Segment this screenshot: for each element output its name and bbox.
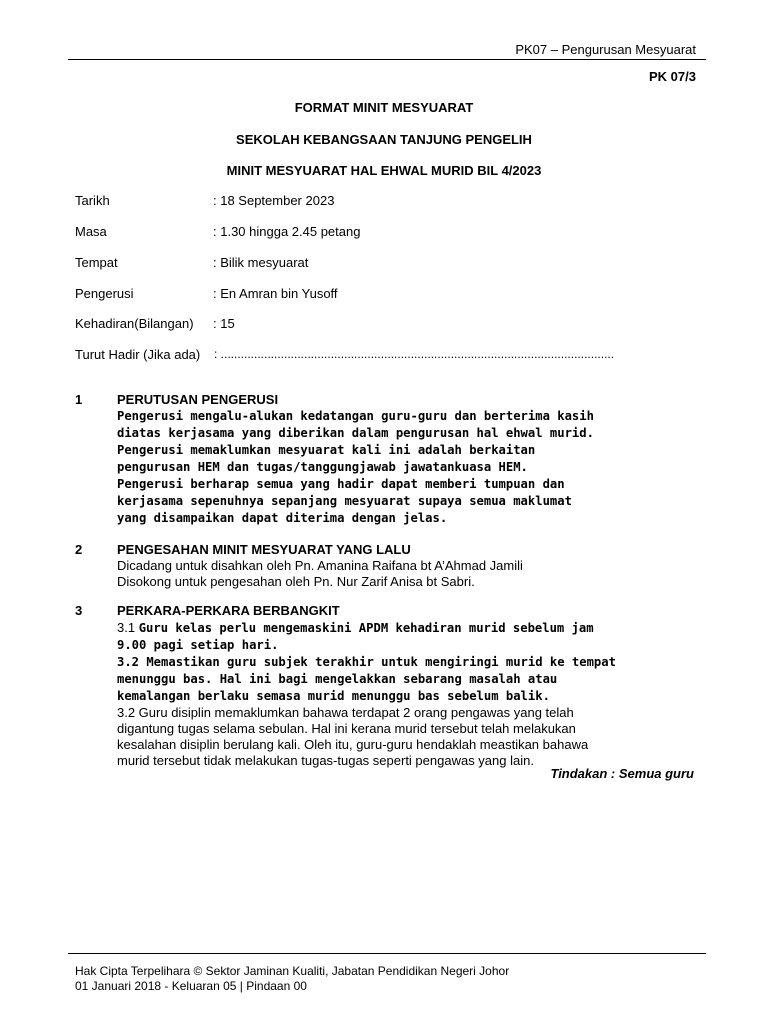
- section-number: 1: [75, 392, 83, 407]
- section-line: Pengerusi memaklumkan mesyuarat kali ini adalah berkaitan: [117, 443, 536, 457]
- section-heading: PENGESAHAN MINIT MESYUARAT YANG LALU: [117, 542, 411, 557]
- info-label: Masa: [75, 224, 107, 239]
- section-line: diatas kerjasama yang diberikan dalam pengurusan hal ehwal murid.: [117, 426, 594, 440]
- info-label: Tempat: [75, 255, 118, 270]
- info-value: : 18 September 2023: [213, 193, 335, 208]
- info-label: Kehadiran(Bilangan): [75, 316, 194, 331]
- info-label: Turut Hadir (Jika ada): [75, 347, 201, 362]
- section-line: Pengerusi mengalu-alukan kedatangan guru-guru dan berterima kasih: [117, 409, 594, 423]
- section-line: kerjasama sepenuhnya sepanjang mesyuarat supaya semua maklumat: [117, 494, 572, 508]
- header-title: PK07 – Pengurusan Mesyuarat: [515, 42, 696, 57]
- section-line: kesalahan disiplin berulang kali. Oleh itu, guru-guru hendaklah meastikan bahawa: [117, 737, 589, 752]
- footer-release: 01 Januari 2018 - Keluaran 05 | Pindaan 00: [75, 979, 307, 993]
- header-rule: [68, 59, 706, 60]
- meeting-title: MINIT MESYUARAT HAL EHWAL MURID BIL 4/2023: [226, 163, 542, 178]
- item-number: 3.1: [117, 620, 139, 635]
- info-value: : Bilik mesyuarat: [213, 255, 309, 270]
- section-line: Guru kelas perlu mengemaskini APDM kehadiran murid sebelum jam: [138, 621, 594, 635]
- section-line: pengurusan HEM dan tugas/tanggungjawab jawatankuasa HEM.: [117, 460, 528, 474]
- school-title: SEKOLAH KEBANGSAAN TANJUNG PENGELIH: [236, 132, 532, 147]
- section-line: 3.2 Memastikan guru subjek terakhir untuk mengiringi murid ke tempat: [117, 655, 616, 669]
- section-line: 9.00 pagi setiap hari.: [117, 638, 279, 652]
- section-line: Pengerusi berharap semua yang hadir dapat memberi tumpuan dan: [117, 477, 565, 491]
- document-code: PK 07/3: [649, 69, 696, 84]
- tindakan-note: Tindakan : Semua guru: [550, 766, 694, 781]
- footer-copyright: Hak Cipta Terpelihara © Sektor Jaminan Kualiti, Jabatan Pendidikan Negeri Johor: [75, 964, 510, 978]
- info-value: : En Amran bin Yusoff: [213, 286, 338, 301]
- section-line: digantung tugas selama sebulan. Hal ini kerana murid tersebut telah melakukan: [117, 721, 576, 736]
- section-line: murid tersebut tidak melakukan tugas-tugas seperti pengawas yang lain.: [117, 753, 534, 768]
- info-value: : 15: [213, 316, 235, 331]
- section-number: 2: [75, 542, 83, 557]
- section-line: yang disampaikan dapat diterima dengan jelas.: [117, 511, 448, 525]
- section-line: Disokong untuk pengesahan oleh Pn. Nur Zarif Anisa bt Sabri.: [117, 574, 475, 589]
- section-heading: PERKARA-PERKARA BERBANGKIT: [117, 603, 340, 618]
- info-label: Tarikh: [75, 193, 110, 208]
- footer-rule: [68, 953, 706, 954]
- section-line: Dicadang untuk disahkan oleh Pn. Amanina Raifana bt A’Ahmad Jamili: [117, 558, 523, 573]
- section-line: menunggu bas. Hal ini bagi mengelakkan sebarang masalah atau: [117, 672, 558, 686]
- info-value: : 1.30 hingga 2.45 petang: [213, 224, 361, 239]
- info-value: : ......................................................................................................................: [214, 347, 615, 361]
- info-label: Pengerusi: [75, 286, 134, 301]
- section-line: 3.2 Guru disiplin memaklumkan bahawa terdapat 2 orang pengawas yang telah: [117, 705, 574, 720]
- section-line: kemalangan berlaku semasa murid menunggu bas sebelum balik.: [117, 689, 550, 703]
- format-title: FORMAT MINIT MESYUARAT: [294, 100, 474, 115]
- section-heading: PERUTUSAN PENGERUSI: [117, 392, 279, 407]
- section-number: 3: [75, 603, 83, 618]
